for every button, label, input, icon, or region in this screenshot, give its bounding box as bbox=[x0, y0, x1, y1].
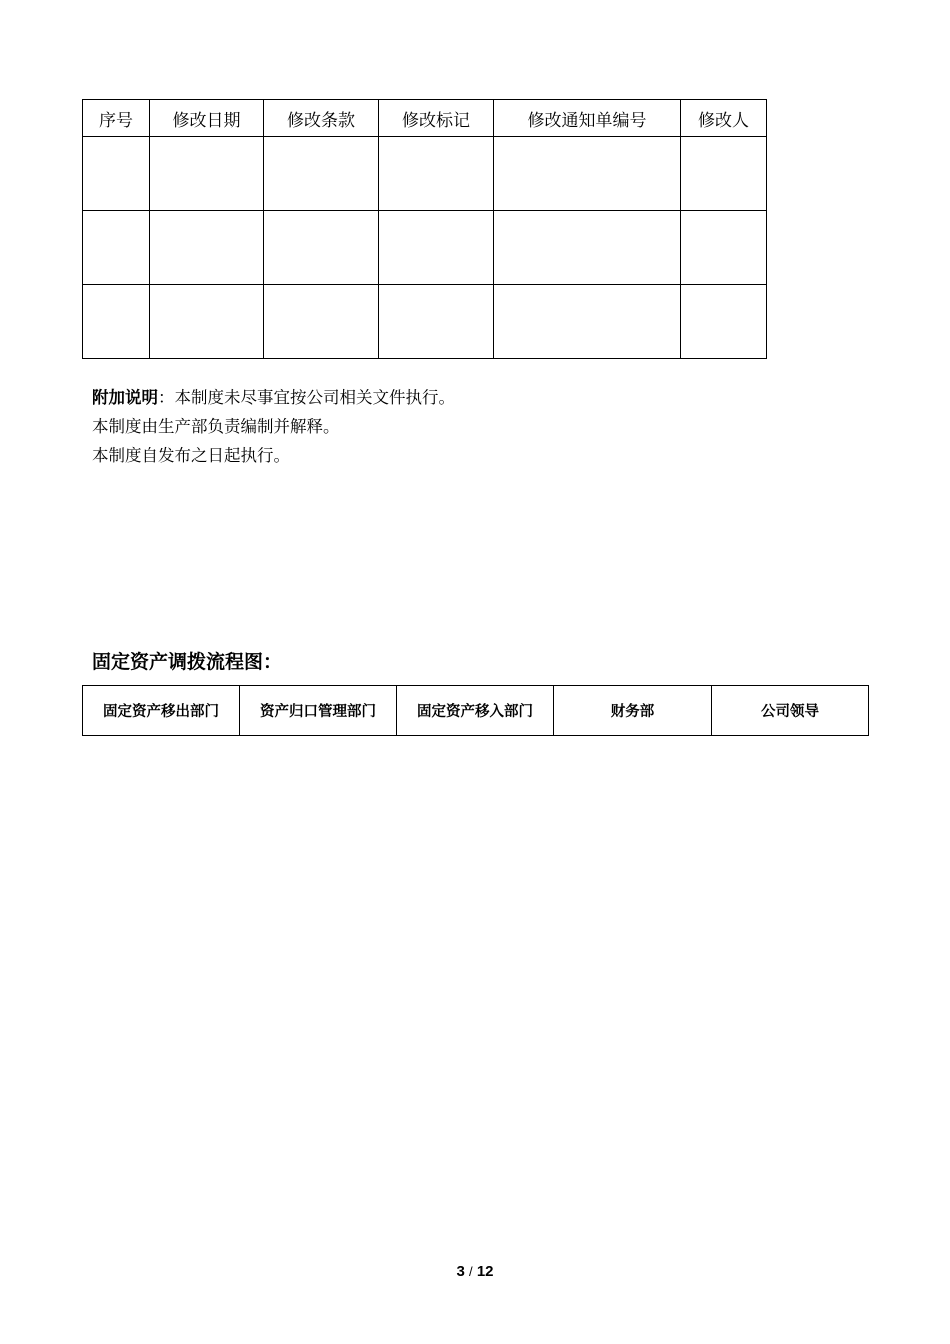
revision-table-header-row bbox=[83, 100, 767, 137]
notes-label: 附加说明 bbox=[92, 388, 158, 407]
table-cell bbox=[83, 137, 150, 211]
table-row bbox=[83, 285, 767, 359]
notes-colon: ： bbox=[158, 388, 175, 407]
table-cell bbox=[681, 285, 767, 359]
table-cell bbox=[83, 211, 150, 285]
table-row bbox=[83, 211, 767, 285]
notes-text-1: 本制度未尽事宜按公司相关文件执行。 bbox=[174, 388, 455, 407]
header-revision-mark: 修改标记 bbox=[379, 100, 494, 137]
table-cell bbox=[379, 285, 494, 359]
lane-company-leadership: 公司领导 bbox=[712, 686, 869, 736]
table-cell bbox=[494, 137, 681, 211]
table-cell bbox=[150, 137, 264, 211]
header-notice-number: 修改通知单编号 bbox=[494, 100, 681, 137]
table-cell bbox=[494, 285, 681, 359]
table-row bbox=[83, 137, 767, 211]
table-cell bbox=[264, 137, 379, 211]
additional-notes bbox=[92, 383, 455, 470]
notes-line-1 bbox=[92, 383, 455, 412]
swimlane-header-row bbox=[83, 686, 869, 736]
page-separator: / bbox=[469, 1264, 473, 1279]
table-cell bbox=[681, 137, 767, 211]
flowchart-swimlane-header bbox=[82, 685, 869, 736]
table-cell bbox=[379, 137, 494, 211]
total-pages: 12 bbox=[476, 1263, 494, 1280]
notes-line-2: 本制度由生产部负责编制并解释。 bbox=[92, 417, 340, 436]
table-cell bbox=[681, 211, 767, 285]
table-cell bbox=[83, 285, 150, 359]
header-revised-clause: 修改条款 bbox=[264, 100, 379, 137]
page-number bbox=[0, 1263, 950, 1280]
header-revision-date: 修改日期 bbox=[150, 100, 264, 137]
table-cell bbox=[264, 285, 379, 359]
header-reviser: 修改人 bbox=[681, 100, 767, 137]
lane-finance-dept: 财务部 bbox=[554, 686, 712, 736]
lane-transfer-in-dept: 固定资产移入部门 bbox=[397, 686, 554, 736]
table-cell bbox=[150, 285, 264, 359]
lane-asset-management-dept: 资产归口管理部门 bbox=[240, 686, 397, 736]
current-page: 3 bbox=[456, 1263, 465, 1280]
table-cell bbox=[379, 211, 494, 285]
table-cell bbox=[494, 211, 681, 285]
revision-history-table bbox=[82, 99, 767, 359]
lane-transfer-out-dept: 固定资产移出部门 bbox=[83, 686, 240, 736]
flowchart-title: 固定资产调拨流程图： bbox=[92, 651, 283, 673]
header-serial-number: 序号 bbox=[83, 100, 150, 137]
table-cell bbox=[264, 211, 379, 285]
table-cell bbox=[150, 211, 264, 285]
notes-line-3: 本制度自发布之日起执行。 bbox=[92, 446, 290, 465]
